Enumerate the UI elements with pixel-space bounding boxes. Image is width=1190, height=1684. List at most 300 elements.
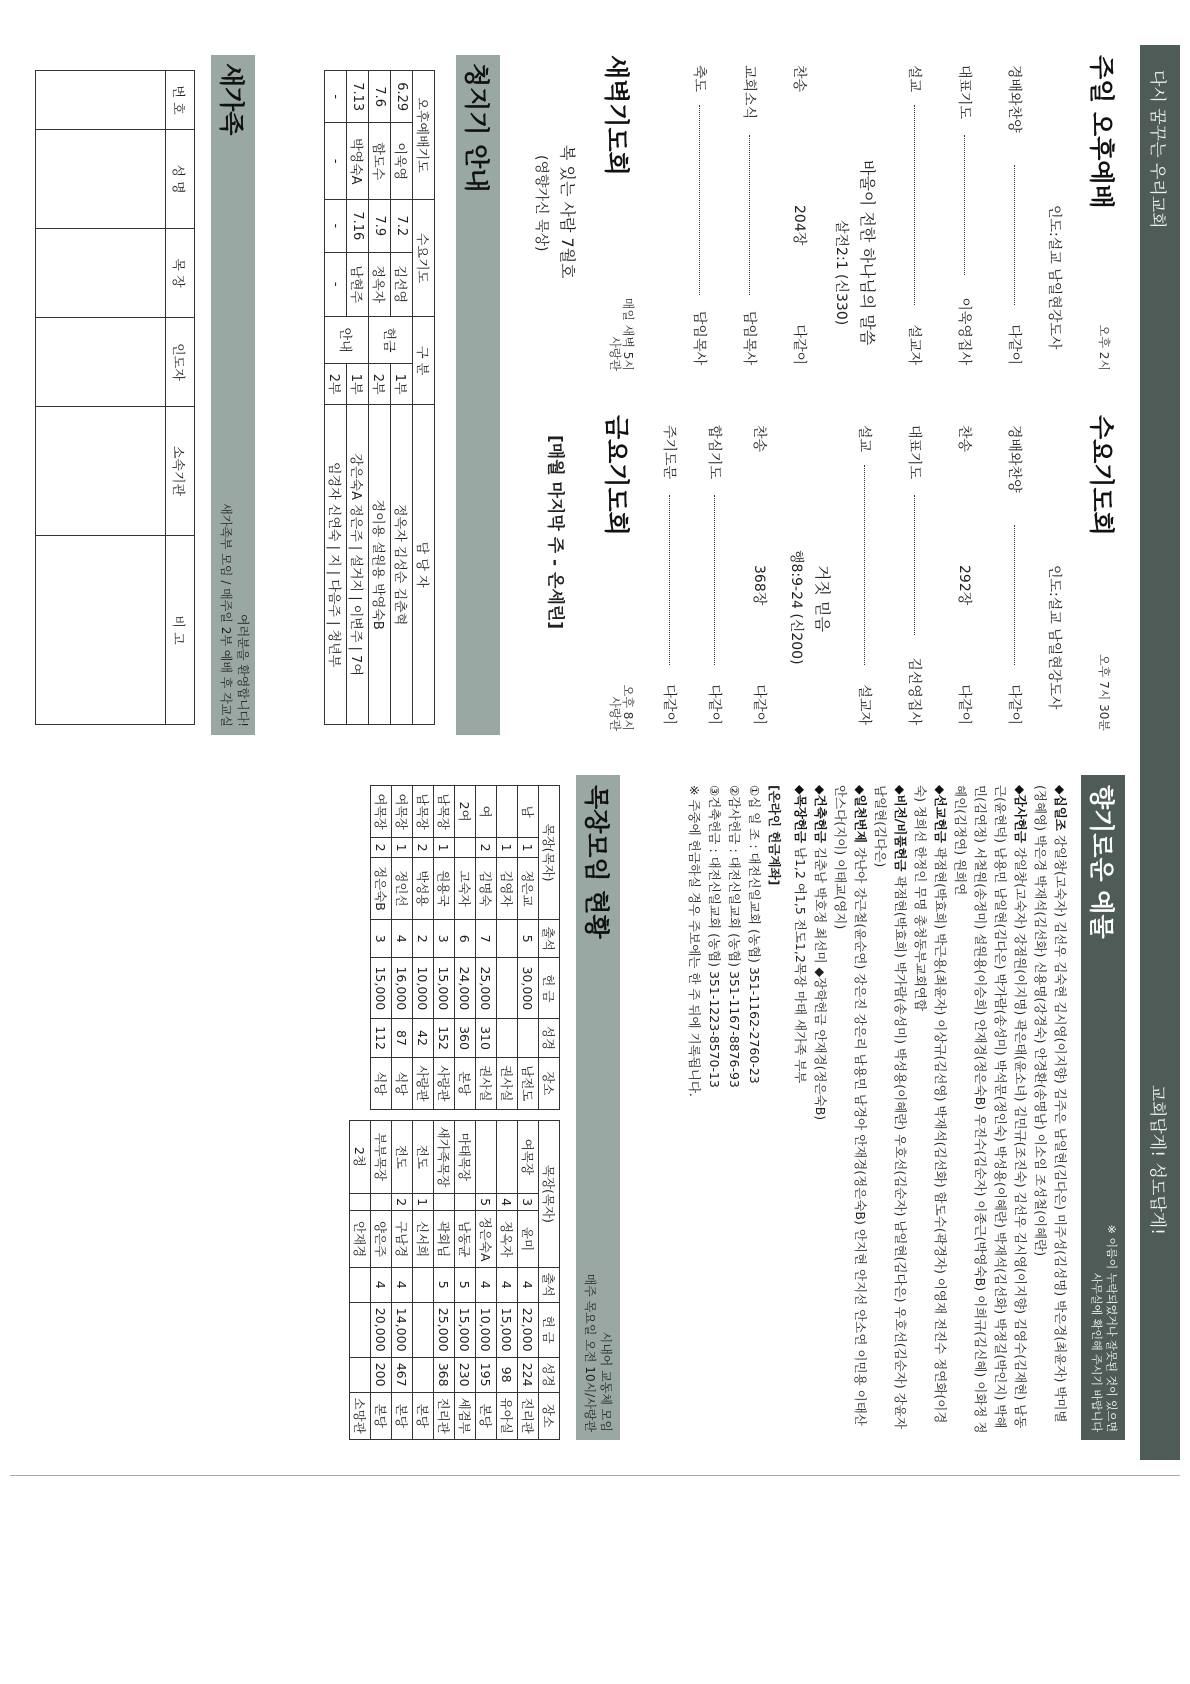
cell: 정은숙A bbox=[476, 1211, 497, 1267]
row-label: 찬송 bbox=[751, 425, 767, 453]
row-mid: 204장 bbox=[791, 205, 807, 246]
table-row bbox=[434, 1121, 455, 1440]
table-row bbox=[497, 1121, 518, 1440]
sunday-pm-time: 오후 2시 bbox=[1097, 324, 1111, 371]
cell: 임경자 신연숙 | 지 | 다음주 | 청년부 bbox=[325, 405, 347, 725]
cell: 4 bbox=[518, 1267, 539, 1302]
table-row bbox=[392, 786, 413, 1110]
cell: 박성용 bbox=[413, 857, 434, 919]
cell: 5 bbox=[434, 1267, 455, 1302]
header-cell: 장소 bbox=[539, 1057, 560, 1109]
wed-sermon-ref: 행8:9-24 (신200) bbox=[788, 550, 804, 665]
cell: 3 bbox=[518, 1193, 539, 1211]
cell: 여 bbox=[476, 786, 497, 838]
row-value: 김선영집사 bbox=[906, 657, 922, 725]
friday-header bbox=[596, 415, 640, 735]
offering-item-6 bbox=[810, 785, 830, 1435]
cell: 2 bbox=[371, 838, 392, 858]
cell bbox=[36, 407, 166, 536]
row-mid: 368장 bbox=[751, 565, 767, 606]
cell bbox=[36, 71, 166, 130]
cell bbox=[455, 1193, 476, 1211]
cell: 25,000 bbox=[434, 1302, 455, 1357]
dawn-time bbox=[608, 298, 634, 371]
offering-item-label: ◆선교헌금 bbox=[933, 785, 948, 843]
header-cell: 목 장 bbox=[166, 229, 195, 318]
sunday-pm-sermon-title: 바울이 전한 하나님의 말씀 bbox=[858, 160, 877, 346]
cell: 7 bbox=[476, 920, 497, 958]
cleaning-header bbox=[456, 55, 500, 735]
cell: 1부 bbox=[391, 364, 413, 405]
cell: 윤미 bbox=[518, 1211, 539, 1267]
sunday-pm-row-5 bbox=[740, 65, 760, 365]
row-label: 합심기도 bbox=[706, 425, 722, 480]
cell-header bbox=[576, 775, 620, 1440]
cell: 7.9 bbox=[369, 200, 391, 252]
newfamily-note-2: 여러분을 환영합니다! bbox=[236, 614, 250, 727]
offering-title: 향기로운 예물 bbox=[1087, 785, 1116, 939]
cell: 15,000 bbox=[455, 1302, 476, 1357]
online-account-2: ②감사헌금 : 대전신일교회 (농협) 351-1167-8876-93 bbox=[727, 785, 742, 1088]
cell bbox=[455, 838, 476, 858]
header-band bbox=[1140, 45, 1180, 1460]
cell bbox=[350, 1357, 371, 1392]
cell: 4 bbox=[392, 1267, 413, 1302]
row-value: 다같이 bbox=[751, 684, 767, 725]
cell: - bbox=[325, 123, 347, 200]
row-label: 주기도문 bbox=[661, 425, 677, 480]
table-row bbox=[413, 786, 434, 1110]
cell bbox=[36, 318, 166, 407]
cell: 새가족목장 bbox=[434, 1121, 455, 1194]
table-row bbox=[369, 71, 391, 725]
wed-title: 수요기도회 bbox=[1087, 415, 1116, 536]
cell: 4 bbox=[497, 1267, 518, 1302]
table-row bbox=[476, 786, 497, 1110]
offering-item-names: 강일창(고숙자) 강점원(이지명) 곽은태(윤소녀) 김민규(조진숙) 김선우 김시영(이지향) 김영수(김재현) 남동근(윤현덕) 남용민 남일현(김다은) 박가람(송성미) 박석문(정인숙) 박성용(이혜란) 박재석(김선화) 박정길(박인지) 박해민(김연정) 서철원(송정미) 설원용(이승희) 안재경(정은숙B) 우진수(김순자) 이종근(박영숙B) 이희규(김신혜) 이화정 정혜인(김정연) 원희연 bbox=[953, 785, 1028, 1434]
header-right-slogan: 교회답게! 성도답게! bbox=[1147, 1084, 1168, 1235]
cell: 안내 bbox=[325, 317, 369, 364]
header-cell: 담 당 자 bbox=[413, 405, 435, 725]
cell: 정은교 bbox=[518, 857, 539, 919]
sunday-pm-header bbox=[1081, 55, 1125, 375]
offering-item-names: 곽점현(박효희) 박가람(송성미) 박성용(이혜란) 우호선(김순자) 남일현(김다은) 우호선(김순자) 강윤자 남일현(김다은) bbox=[873, 785, 908, 1429]
cell: 안재경 bbox=[350, 1211, 371, 1267]
table-row bbox=[413, 1121, 434, 1440]
offering-item-7 bbox=[790, 785, 810, 1435]
cell: 곽회님 bbox=[434, 1211, 455, 1267]
row-value: 다같이 bbox=[791, 324, 807, 365]
friday-time bbox=[608, 685, 634, 731]
cell bbox=[413, 1267, 434, 1302]
row-label: 설교 bbox=[856, 425, 872, 453]
header-cell: 성 명 bbox=[166, 130, 195, 229]
cell: 7.2 bbox=[391, 200, 413, 252]
header-cell: 목장(목자) bbox=[539, 786, 560, 920]
table-header-row bbox=[413, 71, 435, 725]
cell: 152 bbox=[434, 1019, 455, 1057]
cell bbox=[36, 536, 166, 725]
header-cell: 헌 금 bbox=[539, 1302, 560, 1357]
offering-list bbox=[684, 785, 1070, 1435]
cell: 25,000 bbox=[476, 958, 497, 1019]
cell: 김명숙 bbox=[476, 857, 497, 919]
cell: 5 bbox=[455, 1267, 476, 1302]
cell-title: 목장모임 현황 bbox=[582, 785, 611, 939]
cell: 4 bbox=[497, 1193, 518, 1211]
header-cell: 인도자 bbox=[166, 318, 195, 407]
cell: 정인선 bbox=[392, 857, 413, 919]
cell: 남현주 bbox=[347, 252, 369, 316]
table-row bbox=[371, 1121, 392, 1440]
cell: 24,000 bbox=[455, 958, 476, 1019]
cell: 7.13 bbox=[347, 71, 369, 123]
cell: 2부 bbox=[325, 364, 347, 405]
table-header-row bbox=[166, 71, 195, 725]
cell: 7.6 bbox=[369, 71, 391, 123]
dawn-line-2: (영향가신 묵상) bbox=[533, 155, 549, 252]
cell-note-2: 매주 목요일 오전 10시/사랑관 bbox=[583, 1273, 597, 1432]
cell: 남동균 bbox=[455, 1211, 476, 1267]
row-value: 다같이 bbox=[706, 684, 722, 725]
sunday-pm-row-2 bbox=[955, 65, 975, 365]
cell: 1 bbox=[434, 838, 455, 858]
offering-item-names: 강난아 강근철(윤순연) 강은진 강은리 남용민 남경아 안재경(정은숙B) 안지현 안지선 안소연 이민용 이태산 안스다(지이) 이태교(영지) bbox=[833, 785, 868, 1426]
cell: 고숙자 bbox=[455, 857, 476, 919]
online-account-3: ③건축헌금 : 대전신일교회 (농협) 351-1223-8570-13 bbox=[707, 785, 722, 1088]
cell: 정이용 설원용 박영숙B bbox=[369, 405, 391, 725]
cell: - bbox=[325, 252, 347, 316]
offering-note-1: ※ 이름이 누락되었거나 잘못된 것이 있으면 bbox=[1105, 1224, 1118, 1432]
cell: 사랑관 bbox=[413, 1057, 434, 1109]
cell: 본당 bbox=[371, 1392, 392, 1439]
offering-item-names: 곽점현(박효희) 박근용(최윤자) 이상규(김선영) 박재석(김선화) 함도수(곽경자) 이영재 전진수 정연화(이경숙) 정희선 한정인 무명 총청동부교회연합 bbox=[913, 785, 948, 1424]
cell: 112 bbox=[371, 1019, 392, 1057]
table-header-row bbox=[539, 1121, 560, 1440]
cell: 진리관 bbox=[518, 1392, 539, 1439]
offering-item-label: ◆목장헌금 bbox=[793, 785, 808, 843]
cell: 15,000 bbox=[371, 958, 392, 1019]
cell: 권사실 bbox=[497, 1057, 518, 1109]
row-value: 담임목사 bbox=[741, 310, 757, 365]
cell: - bbox=[325, 200, 347, 252]
cell: 여목장 bbox=[518, 1121, 539, 1194]
online-account-1: ①십 일 조 : 대전신일교회 (농협) 351-1162-2760-23 bbox=[747, 785, 762, 1084]
cell: 4 bbox=[371, 1267, 392, 1302]
dawn-title: 새벽기도회 bbox=[602, 55, 631, 176]
cell: 2 bbox=[413, 920, 434, 958]
wed-time: 오후 7시 30분 bbox=[1097, 654, 1111, 731]
cell-note-1: 시내어 교동체 모임 bbox=[599, 1331, 613, 1432]
sunday-pm-row-1 bbox=[1005, 65, 1025, 365]
cell: 본당 bbox=[392, 1392, 413, 1439]
offering-item-names: 남1,2 여1,5 전도1,2목장 마태 새가족 부부 bbox=[793, 846, 808, 1084]
cell: 양은주 bbox=[371, 1211, 392, 1267]
offering-item-5 bbox=[830, 785, 870, 1435]
cell: 5 bbox=[518, 920, 539, 958]
cell bbox=[497, 920, 518, 958]
cell: 소망관 bbox=[350, 1392, 371, 1439]
wed-row-3 bbox=[905, 425, 925, 725]
wed-row-7 bbox=[660, 425, 680, 725]
table-row bbox=[476, 1121, 497, 1440]
cell: 본당 bbox=[413, 1392, 434, 1439]
newfamily-table bbox=[35, 70, 195, 725]
header-cell: 성경 bbox=[539, 1019, 560, 1057]
wed-row-4 bbox=[855, 425, 875, 725]
cell-note bbox=[582, 1274, 614, 1432]
friday-line-1: [매월 마지막 주 - 온세린] bbox=[545, 435, 565, 630]
cell: 남 bbox=[518, 786, 539, 838]
cell: 15,000 bbox=[434, 958, 455, 1019]
cell: 2 bbox=[392, 1193, 413, 1211]
dawn-place: 사랑관 bbox=[608, 336, 622, 371]
online-title: [온라인 헌금계좌] bbox=[767, 785, 782, 886]
wed-sermon-title: 거짓 믿음 bbox=[813, 565, 832, 632]
table-header-row bbox=[539, 786, 560, 1110]
dawn-header bbox=[596, 55, 640, 375]
cell bbox=[434, 1193, 455, 1211]
cell: 마태목장 bbox=[455, 1121, 476, 1194]
cell: 김영자 bbox=[497, 857, 518, 919]
header-cell: 장소 bbox=[539, 1392, 560, 1439]
cell: 유아실 bbox=[497, 1392, 518, 1439]
cell: 310 bbox=[476, 1019, 497, 1057]
cell-right-body bbox=[350, 1121, 539, 1440]
cell: 4 bbox=[476, 1267, 497, 1302]
sunday-pm-row-3 bbox=[905, 65, 925, 365]
offering-item-2 bbox=[950, 785, 1030, 1435]
table-row bbox=[391, 71, 413, 725]
page-divider bbox=[10, 1475, 1180, 1476]
offering-header bbox=[1081, 775, 1125, 1440]
row-value: 다같이 bbox=[661, 684, 677, 725]
cell: 이욱영 bbox=[391, 123, 413, 200]
cell: - bbox=[325, 71, 347, 123]
cell: 22,000 bbox=[518, 1302, 539, 1357]
cell: 1 bbox=[518, 838, 539, 858]
sunday-pm-sermon-ref: 살전2:1 (신330) bbox=[833, 220, 849, 326]
cell bbox=[36, 130, 166, 229]
table-row bbox=[455, 786, 476, 1110]
row-value: 설교자 bbox=[856, 684, 872, 725]
cell: 진리관 bbox=[434, 1392, 455, 1439]
offering-item-3 bbox=[910, 785, 950, 1435]
cell: 20,000 bbox=[371, 1302, 392, 1357]
cell: 200 bbox=[371, 1357, 392, 1392]
offering-item-1 bbox=[1030, 785, 1070, 1435]
cell: 368 bbox=[434, 1357, 455, 1392]
cell: 6 bbox=[455, 920, 476, 958]
header-cell: 번 호 bbox=[166, 71, 195, 130]
cell bbox=[350, 1267, 371, 1302]
cell: 강은숙A 정은주 | 설거지 | 이변주 | 7여 bbox=[347, 405, 369, 725]
cell: 230 bbox=[455, 1357, 476, 1392]
row-mid: 292장 bbox=[956, 565, 972, 606]
offering-item-label: ◆비전/비품헌금 bbox=[893, 785, 908, 872]
cell: 4 bbox=[392, 920, 413, 958]
table-row bbox=[350, 1121, 371, 1440]
cell: 남목장 bbox=[434, 786, 455, 838]
table-row bbox=[392, 1121, 413, 1440]
cell-table-left bbox=[370, 785, 560, 1110]
wed-row-6 bbox=[705, 425, 725, 725]
dawn-line-1: 복 있는 사람 7월호 bbox=[558, 145, 577, 279]
cell: 3 bbox=[434, 920, 455, 958]
newfamily-note bbox=[217, 503, 251, 727]
cell: 식당 bbox=[392, 1057, 413, 1109]
wed-leader: 인도:설교 남일현강도사 bbox=[1046, 565, 1062, 710]
offering-item-names: 강일창(고숙자) 김선우 김숙현 김시영(이지향) 김주은 남일현(김다은) 미주성(김성명) 박은경(최윤자) 박미별(정혜영) 박은경 박재석(김선화) 신용명(강경숙) 안경환(송명남) 이소임 조성철(이혜란) bbox=[1033, 785, 1068, 1423]
header-cell: 출석 bbox=[539, 1267, 560, 1302]
table-row bbox=[497, 786, 518, 1110]
cell: 세겸부 bbox=[455, 1392, 476, 1439]
row-label: 대표기도 bbox=[906, 425, 922, 480]
table-row bbox=[347, 71, 369, 725]
cell: 남전도 bbox=[518, 1057, 539, 1109]
row-value: 다같이 bbox=[956, 684, 972, 725]
cell: 사랑관 bbox=[434, 1057, 455, 1109]
row-label: 대표기도 bbox=[956, 65, 972, 120]
row-label: 축도 bbox=[691, 65, 707, 93]
cell: 87 bbox=[392, 1019, 413, 1057]
cell: 2 bbox=[476, 838, 497, 858]
row-value: 다같이 bbox=[1006, 684, 1022, 725]
cell-table-right bbox=[349, 1120, 560, 1440]
cell: 360 bbox=[455, 1019, 476, 1057]
sunday-pm-row-4 bbox=[790, 65, 810, 365]
header-cell: 목장(목자) bbox=[539, 1121, 560, 1268]
wed-row-2 bbox=[955, 425, 975, 725]
cell: 3 bbox=[371, 920, 392, 958]
header-cell: 성경 bbox=[539, 1357, 560, 1392]
cell bbox=[413, 1302, 434, 1357]
table-row bbox=[325, 71, 347, 725]
cleaning-title: 청지기 안내 bbox=[462, 63, 491, 193]
cell: 정은숙B bbox=[371, 857, 392, 919]
cell: 1부 bbox=[347, 364, 369, 405]
offering-item-label: ◆일천번제 bbox=[853, 785, 868, 843]
wed-header bbox=[1081, 415, 1125, 735]
cell-left-body bbox=[371, 786, 539, 1110]
cell: 부부목장 bbox=[371, 1121, 392, 1194]
cell: 전도 bbox=[413, 1121, 434, 1194]
cell: 98 bbox=[497, 1357, 518, 1392]
cell: 박영숙A bbox=[347, 123, 369, 200]
cell bbox=[350, 1193, 371, 1211]
cell: 2부 bbox=[369, 364, 391, 405]
offering-item-names: 김춘남 박호정 최선미 ◆장학헌금 안재경(정은숙B) bbox=[813, 846, 828, 1121]
cell: 구남경 bbox=[392, 1211, 413, 1267]
table-row bbox=[518, 786, 539, 1110]
cell bbox=[497, 1121, 518, 1194]
table-row bbox=[455, 1121, 476, 1440]
friday-time-text: 오후 8시 bbox=[621, 684, 635, 731]
header-cell: 소속기관 bbox=[166, 407, 195, 536]
row-value: 설교자 bbox=[906, 324, 922, 365]
header-cell: 수요기도 bbox=[413, 200, 435, 317]
cell bbox=[497, 786, 518, 838]
wed-row-1 bbox=[1005, 425, 1025, 725]
cell: 2청 bbox=[350, 1121, 371, 1194]
row-label: 경배와찬양 bbox=[1006, 425, 1022, 493]
cell: 정옥자 김성순 김춘혁 bbox=[391, 405, 413, 725]
row-label: 교회소식 bbox=[741, 65, 757, 120]
cell: 15,000 bbox=[497, 1302, 518, 1357]
cell bbox=[371, 1193, 392, 1211]
offering-note bbox=[1089, 1225, 1119, 1432]
cell: 김선영 bbox=[391, 252, 413, 316]
friday-place: 사랑관 bbox=[608, 696, 622, 731]
offering-item-label: ◆십일조 bbox=[1053, 785, 1068, 831]
row-label: 설교 bbox=[906, 65, 922, 93]
cell: 식당 bbox=[371, 1057, 392, 1109]
sunday-pm-row-6 bbox=[690, 65, 710, 365]
sunday-pm-leader: 인도:설교 남일현강도사 bbox=[1046, 205, 1062, 350]
cell: 10,000 bbox=[413, 958, 434, 1019]
friday-title: 금요기도회 bbox=[602, 415, 631, 536]
header-cell: 비 고 bbox=[166, 536, 195, 725]
cell: 5 bbox=[476, 1193, 497, 1211]
newfamily-title: 새가족 bbox=[217, 63, 246, 136]
cell bbox=[350, 1302, 371, 1357]
offering-item-label: ◆건축헌금 bbox=[813, 785, 828, 843]
cell: 1 bbox=[392, 838, 413, 858]
row-value: 이욱영집사 bbox=[956, 297, 972, 365]
table-row bbox=[518, 1121, 539, 1440]
online-note: ※ 주중에 헌금하실 경우 주보에는 한 주 뒤에 기록됩니다. bbox=[687, 785, 702, 1097]
cell: 195 bbox=[476, 1357, 497, 1392]
table-row bbox=[371, 786, 392, 1110]
cell: 본당 bbox=[476, 1392, 497, 1439]
cell: 7.16 bbox=[347, 200, 369, 252]
row-label: 경배와찬양 bbox=[1006, 65, 1022, 133]
header-cell: 헌 금 bbox=[539, 958, 560, 1019]
cell: 224 bbox=[518, 1357, 539, 1392]
offering-note-2: 사무실에 확인해 주시기 바랍니다 bbox=[1090, 1272, 1103, 1432]
cell: 30,000 bbox=[518, 958, 539, 1019]
cell bbox=[497, 1019, 518, 1057]
row-label: 찬송 bbox=[956, 425, 972, 453]
cell: 467 bbox=[392, 1357, 413, 1392]
row-label: 찬송 bbox=[791, 65, 807, 93]
cell: 1 bbox=[497, 838, 518, 858]
table-row bbox=[434, 786, 455, 1110]
cell: 권사실 bbox=[476, 1057, 497, 1109]
row-value: 다같이 bbox=[1006, 324, 1022, 365]
offering-item-label: ◆감사헌금 bbox=[1013, 785, 1028, 843]
cell: 6.29 bbox=[391, 71, 413, 123]
newfamily-note-1: 새가족부 모임 / 매주일 2부 예배 후 각교실 bbox=[219, 503, 233, 727]
cell bbox=[36, 229, 166, 318]
newfamily-header bbox=[211, 55, 255, 735]
cell: 16,000 bbox=[392, 958, 413, 1019]
cell bbox=[413, 1357, 434, 1392]
row-value: 담임목사 bbox=[691, 310, 707, 365]
cell: 14,000 bbox=[392, 1302, 413, 1357]
cleaning-table bbox=[324, 70, 435, 725]
header-left-slogan: 다시 꿈꾸는 우리교회 bbox=[1147, 70, 1168, 229]
dawn-time-text: 매일 새벽 5시 bbox=[621, 297, 635, 371]
bulletin-sheet bbox=[30, 45, 1180, 1460]
sunday-pm-title: 주일 오후예배 bbox=[1087, 55, 1116, 209]
cell: 함도수 bbox=[369, 123, 391, 200]
cell: 1 bbox=[413, 1193, 434, 1211]
header-cell: 오후예배기도 bbox=[413, 71, 435, 200]
cell bbox=[476, 1121, 497, 1194]
table-row bbox=[36, 71, 166, 725]
cell: 여목장 bbox=[371, 786, 392, 838]
